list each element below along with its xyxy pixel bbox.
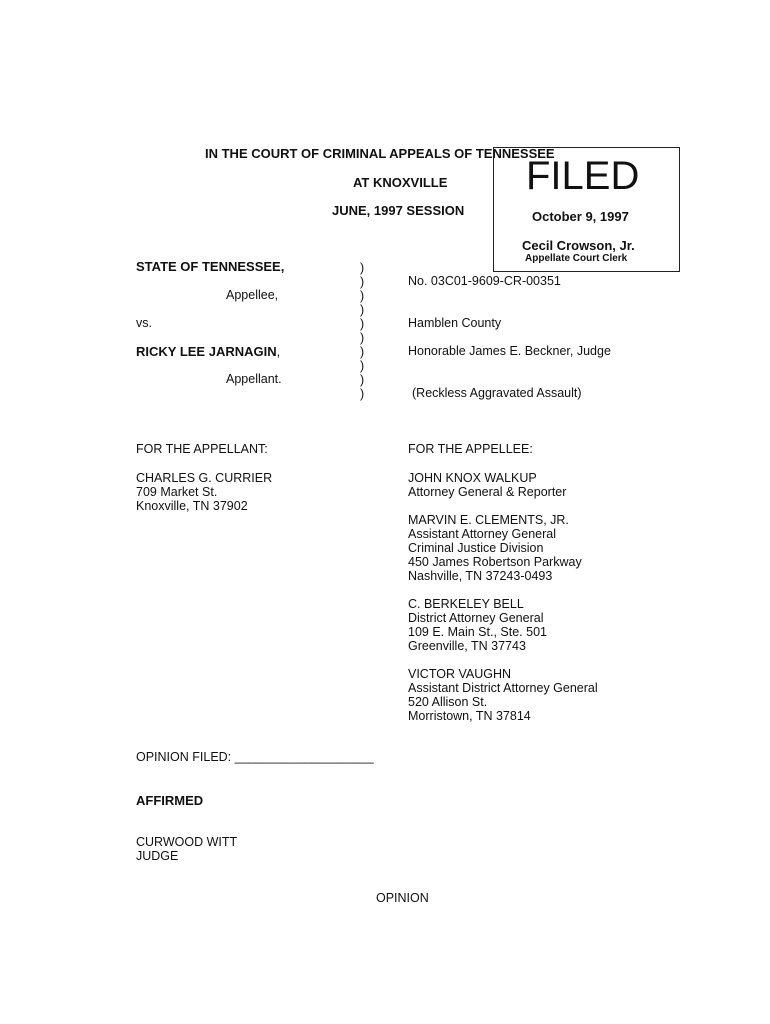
appellee-counsel-heading: FOR THE APPELLEE: bbox=[408, 442, 533, 456]
filed-date: October 9, 1997 bbox=[532, 209, 629, 224]
paren: ) bbox=[360, 317, 365, 331]
author-block bbox=[136, 835, 237, 863]
appellee-party: STATE OF TENNESSEE, bbox=[136, 259, 285, 274]
attorney-line: Attorney General & Reporter bbox=[408, 485, 567, 499]
appellee-attorney-block bbox=[408, 471, 566, 499]
opinion-heading: OPINION bbox=[376, 891, 429, 905]
attorney-line: Assistant District Attorney General bbox=[408, 681, 598, 695]
paren: ) bbox=[360, 373, 365, 387]
appellee-attorney-block bbox=[408, 667, 598, 723]
court-session: JUNE, 1997 SESSION bbox=[332, 203, 465, 218]
author-name: CURWOOD WITT bbox=[136, 835, 238, 849]
attorney-line: Greenville, TN 37743 bbox=[408, 639, 526, 653]
attorney-line: 109 E. Main St., Ste. 501 bbox=[408, 625, 547, 639]
appellant-role: Appellant. bbox=[226, 372, 282, 386]
appellant-party-line bbox=[136, 344, 280, 359]
clerk-title: Appellate Court Clerk bbox=[525, 253, 628, 264]
paren: ) bbox=[360, 275, 365, 289]
paren: ) bbox=[360, 289, 365, 303]
attorney-line: 520 Allison St. bbox=[408, 695, 488, 709]
offense: (Reckless Aggravated Assault) bbox=[412, 386, 582, 400]
appellee-attorney-block bbox=[408, 513, 582, 583]
attorney-line: C. BERKELEY BELL bbox=[408, 597, 524, 611]
paren: ) bbox=[360, 345, 365, 359]
appellant-attorney-block bbox=[136, 471, 272, 513]
appellee-role: Appellee, bbox=[226, 288, 279, 302]
paren: ) bbox=[360, 387, 365, 401]
paren: ) bbox=[360, 261, 365, 275]
attorney-line: 450 James Robertson Parkway bbox=[408, 555, 582, 569]
attorney-line: VICTOR VAUGHN bbox=[408, 667, 512, 681]
paren: ) bbox=[360, 303, 365, 317]
filed-word: FILED bbox=[526, 154, 640, 198]
versus: vs. bbox=[136, 316, 152, 330]
appellant-comma: , bbox=[276, 344, 281, 359]
county: Hamblen County bbox=[408, 316, 502, 330]
attorney-line: MARVIN E. CLEMENTS, JR. bbox=[408, 513, 569, 527]
paren: ) bbox=[360, 359, 365, 373]
opinion-filed-line: OPINION FILED: ____________________ bbox=[136, 750, 374, 764]
attorney-line: Criminal Justice Division bbox=[408, 541, 544, 555]
disposition: AFFIRMED bbox=[136, 793, 204, 808]
court-location: AT KNOXVILLE bbox=[353, 175, 448, 190]
attorney-line: JOHN KNOX WALKUP bbox=[408, 471, 537, 485]
attorney-line: District Attorney General bbox=[408, 611, 544, 625]
paren: ) bbox=[360, 331, 365, 345]
clerk-name: Cecil Crowson, Jr. bbox=[522, 238, 635, 253]
attorney-line: Knoxville, TN 37902 bbox=[136, 499, 248, 513]
appellee-attorney-block bbox=[408, 597, 547, 653]
trial-judge: Honorable James E. Beckner, Judge bbox=[408, 344, 611, 358]
attorney-line: CHARLES G. CURRIER bbox=[136, 471, 273, 485]
appellant-party: RICKY LEE JARNAGIN bbox=[136, 344, 277, 359]
author-title: JUDGE bbox=[136, 849, 179, 863]
attorney-line: Nashville, TN 37243-0493 bbox=[408, 569, 553, 583]
attorney-line: 709 Market St. bbox=[136, 485, 218, 499]
caption-divider bbox=[360, 261, 364, 401]
case-number: No. 03C01-9609-CR-00351 bbox=[408, 274, 561, 288]
court-title: IN THE COURT OF CRIMINAL APPEALS OF TENNESSEE bbox=[205, 146, 555, 161]
attorney-line: Assistant Attorney General bbox=[408, 527, 556, 541]
attorney-line: Morristown, TN 37814 bbox=[408, 709, 531, 723]
appellant-counsel-heading: FOR THE APPELLANT: bbox=[136, 442, 268, 456]
